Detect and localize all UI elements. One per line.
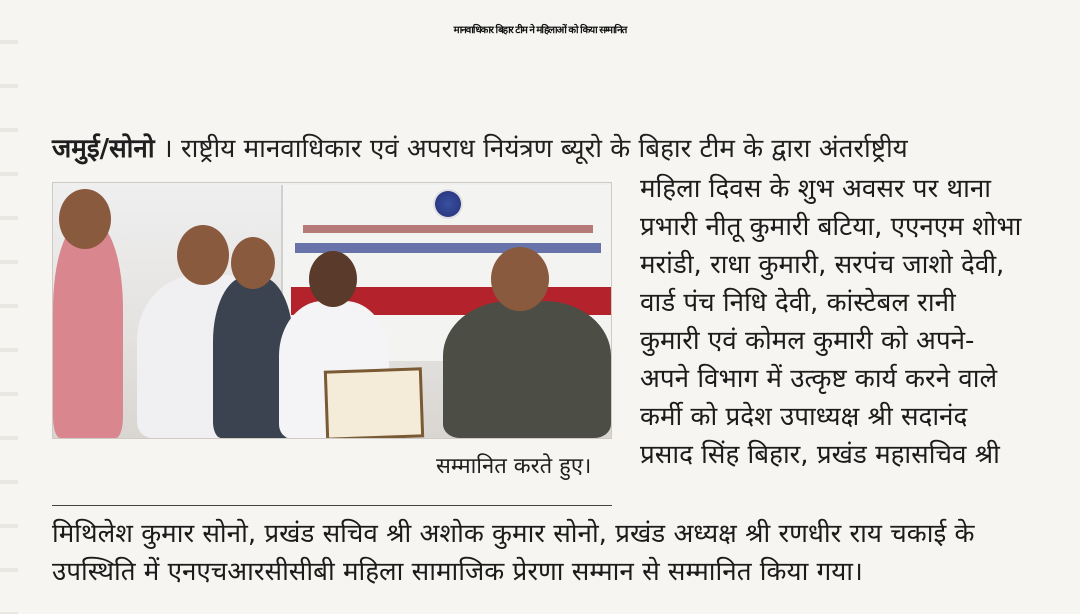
dateline-separator: । xyxy=(162,134,173,164)
full-line: मिथिलेश कुमार सोनो, प्रखंड सचिव श्री अशोक कुमार सोनो, प्रखंड अध्यक्ष श्री रणधीर राय चकाई के xyxy=(52,519,975,549)
divider-rule xyxy=(52,505,612,506)
news-photo xyxy=(52,182,612,439)
person-head xyxy=(231,237,275,289)
lead-text: राष्ट्रीय मानवाधिकार एवं अपराध नियंत्रण ब्यूरो के बिहार टीम के द्वारा अंतर्राष्ट्रीय xyxy=(180,134,908,164)
article-column xyxy=(640,170,1021,474)
banner-text-line xyxy=(303,225,593,233)
column-line: प्रसाद सिंह बिहार, प्रखंड महासचिव श्री xyxy=(640,440,1000,470)
person-head xyxy=(309,251,357,307)
person-figure xyxy=(53,223,123,438)
person-head xyxy=(177,225,229,285)
column-line: मरांडी, राधा कुमारी, सरपंच जाशो देवी, xyxy=(640,250,1005,280)
full-line: उपस्थिति में एनएचआरसीसीबी महिला सामाजिक प्रेरणा सम्मान से सम्मानित किया गया। xyxy=(52,557,863,587)
column-line: वार्ड पंच निधि देवी, कांस्टेबल रानी xyxy=(640,288,956,318)
column-line: महिला दिवस के शुभ अवसर पर थाना xyxy=(640,174,991,204)
column-line: कर्मी को प्रदेश उपाध्यक्ष श्री सदानंद xyxy=(640,402,968,432)
column-line: कुमारी एवं कोमल कुमारी को अपने- xyxy=(640,326,975,356)
photo-caption: सम्मानित करते हुए। xyxy=(436,454,592,479)
person-head xyxy=(59,189,111,249)
banner-text-line xyxy=(295,243,601,253)
person-figure xyxy=(443,301,611,438)
dateline: जमुई/सोनो xyxy=(52,134,155,164)
column-line: प्रभारी नीतू कुमारी बटिया, एएनएम शोभा xyxy=(640,212,1022,242)
certificate xyxy=(324,367,424,439)
page-edge xyxy=(0,0,18,614)
lead-paragraph xyxy=(52,132,908,167)
person-head xyxy=(491,247,549,311)
headline: मानवाधिकार बिहार टीम ने महिलाओं को किया सम्मानित xyxy=(453,25,627,36)
article-full-width xyxy=(52,515,974,591)
banner-emblem xyxy=(433,189,463,219)
column-line: अपने विभाग में उत्कृष्ट कार्य करने वाले xyxy=(640,364,998,394)
